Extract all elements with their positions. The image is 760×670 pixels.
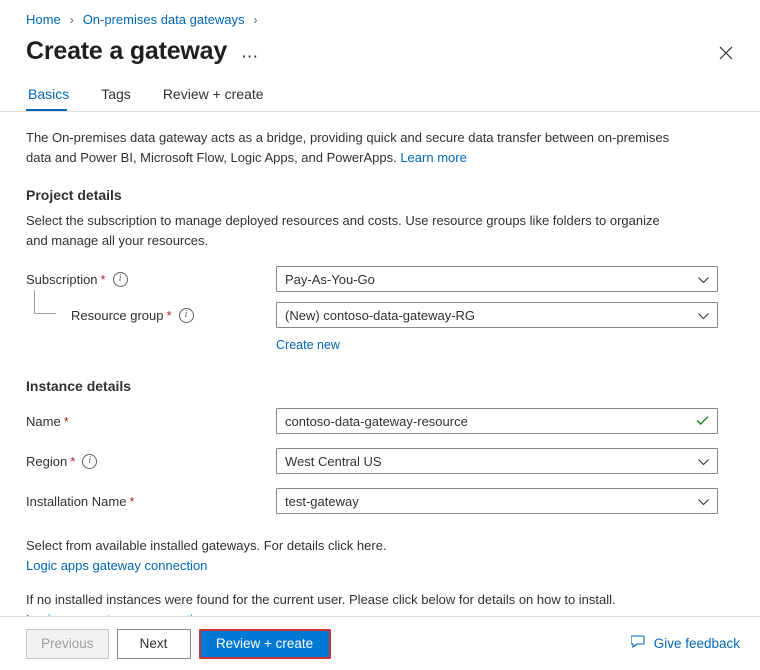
row-region (26, 448, 734, 474)
subscription-control (276, 266, 718, 292)
note-line-1: Select from available installed gateways. For details click here. (26, 538, 387, 553)
subscription-label-group (26, 272, 276, 287)
resource-group-control (276, 302, 718, 328)
breadcrumb-item-on-premises-data-gateways[interactable]: On-premises data gateways (82, 12, 245, 27)
tab-basics[interactable]: Basics (26, 80, 81, 111)
instance-details-form (0, 408, 760, 514)
row-create-new-link (26, 334, 734, 352)
breadcrumb-item-home[interactable]: Home (26, 12, 61, 27)
section-instance-details-heading: Instance details (26, 378, 132, 394)
installation-name-label: Installation Name (26, 493, 127, 509)
breadcrumb (0, 0, 760, 33)
subscription-select[interactable]: Pay-As-You-Go (276, 266, 718, 292)
resource-group-label-group (26, 308, 276, 323)
region-required-marker: * (70, 453, 76, 469)
tab-list (0, 66, 760, 111)
name-label-group (26, 414, 276, 429)
region-control (276, 448, 718, 474)
give-feedback-button[interactable] (631, 635, 740, 652)
subscription-label: Subscription (26, 271, 98, 287)
create-new-link[interactable]: Create new (276, 338, 340, 352)
section-project-details-heading: Project details (26, 187, 122, 203)
bottom-action-bar (0, 616, 760, 670)
installation-name-control (276, 488, 718, 514)
more-options-icon[interactable]: ⋯ (241, 47, 260, 66)
page-title: Create a gateway (26, 37, 228, 65)
resource-group-select[interactable]: (New) contoso-data-gateway-RG (276, 302, 718, 328)
create-new-control (276, 338, 718, 352)
logic-apps-gateway-connection-link-1[interactable]: Logic apps gateway connection (26, 558, 208, 574)
intro-description: The On-premises data gateway acts as a bridge, providing quick and secure data transfer between on-premises data and Power BI, Microsoft Flow, Logic Apps, and PowerApps. (26, 130, 670, 165)
region-label-group (26, 454, 276, 469)
close-icon[interactable] (712, 39, 740, 67)
note-line-2: If no installed instances were found for the current user. Please click below for details on how to install. (26, 592, 616, 608)
name-required-marker: * (63, 413, 69, 429)
row-name (26, 408, 734, 434)
tab-tags[interactable]: Tags (101, 86, 131, 102)
resource-group-required-marker: * (166, 307, 172, 323)
previous-button[interactable]: Previous (26, 629, 109, 659)
name-input[interactable]: contoso-data-gateway-resource (276, 408, 718, 434)
feedback-icon (631, 635, 654, 652)
row-resource-group (26, 302, 734, 328)
give-feedback-label: Give feedback (653, 636, 740, 651)
subscription-required-marker: * (100, 271, 106, 287)
title-row (0, 33, 760, 66)
installation-name-label-group (26, 494, 276, 509)
tab-review-create[interactable]: Review + create (162, 86, 264, 102)
breadcrumb-separator-icon: › (69, 12, 74, 27)
notes-spacer (26, 576, 734, 590)
breadcrumb-separator-icon-2: › (253, 12, 258, 27)
info-icon[interactable]: i (179, 308, 194, 323)
row-installation-name (26, 488, 734, 514)
learn-more-link[interactable]: Learn more (400, 149, 467, 165)
valid-check-icon (696, 415, 709, 428)
row-subscription (26, 266, 734, 292)
resource-group-label: Resource group (71, 307, 164, 323)
installation-name-select[interactable]: test-gateway (276, 488, 718, 514)
name-control (276, 408, 718, 434)
tree-connector (34, 290, 56, 314)
region-label: Region (26, 453, 68, 469)
installation-name-required-marker: * (129, 493, 135, 509)
intro-text (0, 112, 716, 167)
section-project-details-description: Select the subscription to manage deployed resources and costs. Use resource groups like folders to organize and manage all your resources. (26, 213, 660, 248)
review-create-button[interactable]: Review + create (199, 629, 331, 659)
info-icon[interactable]: i (113, 272, 128, 287)
info-icon[interactable]: i (82, 454, 97, 469)
next-button[interactable]: Next (117, 629, 191, 659)
project-details-form (0, 266, 760, 352)
region-select[interactable]: West Central US (276, 448, 718, 474)
name-label: Name (26, 413, 61, 429)
